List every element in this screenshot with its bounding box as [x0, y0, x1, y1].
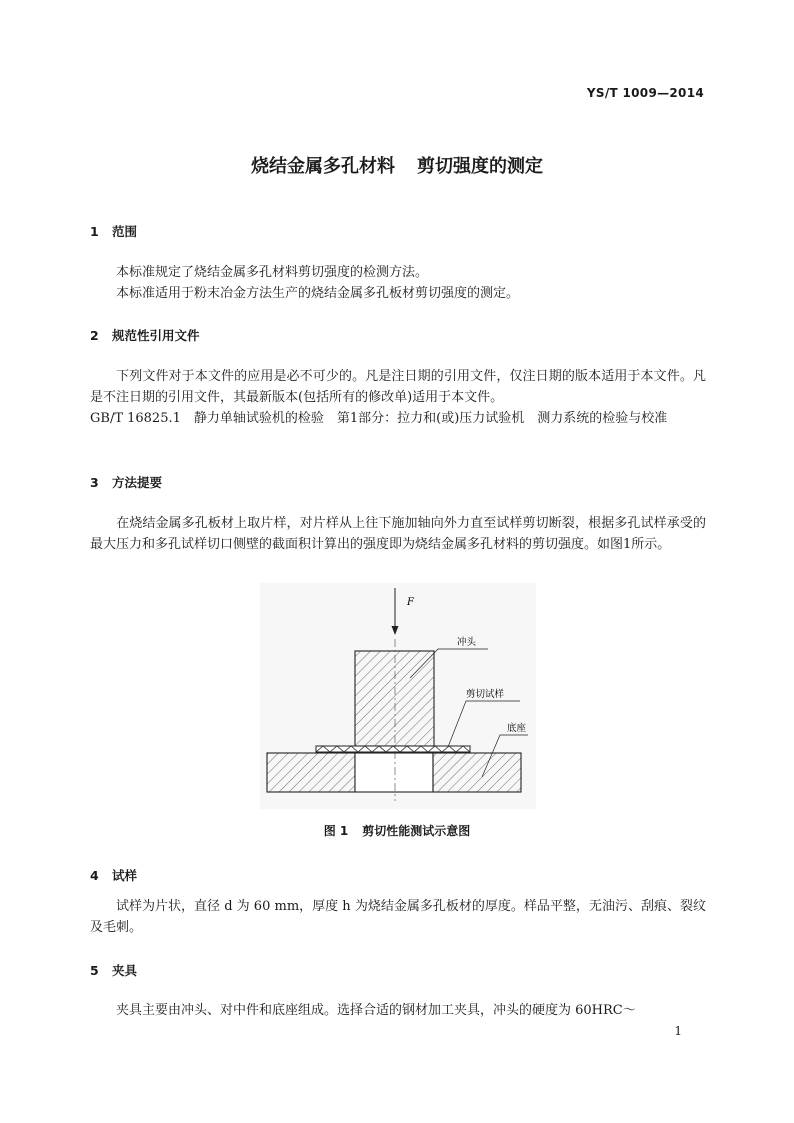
- paragraph-text: 在烧结金属多孔板材上取片样，对片样从上往下施加轴向外力直至试样剪切断裂，根据多孔试样承受的最大压力和多孔试样切口侧壁的截面积计算出的强度即为烧结金属多孔材料的剪切强度。如图1所示。: [90, 516, 706, 552]
- section-title: 范围: [112, 224, 138, 239]
- paragraph-text: 本标准规定了烧结金属多孔材料剪切强度的检测方法。: [116, 265, 429, 280]
- paragraph: [90, 262, 706, 283]
- section-title: 夹具: [112, 963, 138, 978]
- standard-code: YS/T 1009—2014: [586, 86, 704, 100]
- section-heading-3: [90, 473, 162, 491]
- paragraph-text: GB/T 16825.1 静力单轴试验机的检验 第1部分：拉力和(或)压力试验机 测力系统的检验与校准: [90, 411, 668, 426]
- section-title: 方法提要: [112, 475, 163, 490]
- section-heading-2: [90, 326, 200, 344]
- base-right: [433, 753, 521, 792]
- paragraph: [90, 896, 706, 938]
- title-part2: 剪切强度的测定: [417, 156, 543, 177]
- base-opening: [355, 753, 433, 792]
- section-title: 规范性引用文件: [112, 328, 200, 343]
- caption-number: 图 1: [323, 824, 349, 838]
- section-heading-4: [90, 866, 137, 884]
- paragraph: [90, 513, 706, 555]
- section-heading-5: [90, 961, 137, 979]
- paragraph: [90, 283, 706, 304]
- paragraph: [90, 366, 706, 408]
- section-title: 试样: [112, 868, 138, 883]
- caption-text: 剪切性能测试示意图: [362, 824, 471, 838]
- paragraph: [90, 1000, 706, 1021]
- paragraph-text: 下列文件对于本文件的应用是必不可少的。凡是注日期的引用文件，仅注日期的版本适用于本文件。凡是不注日期的引用文件，其最新版本(包括所有的修改单)适用于本文件。: [90, 369, 706, 405]
- page-title: [0, 152, 794, 178]
- paragraph-text: 试样为片状，直径 d 为 60 mm，厚度 h 为烧结金属多孔板材的厚度。样品平整，无油污、刮痕、裂纹及毛刺。: [90, 899, 706, 935]
- force-label: F: [407, 597, 414, 608]
- paragraph: [90, 408, 706, 429]
- section-heading-1: [90, 222, 137, 240]
- label-base: 底座: [507, 723, 527, 734]
- figure-caption: [0, 822, 794, 839]
- section-number: 3: [90, 475, 99, 490]
- title-part1: 烧结金属多孔材料: [251, 156, 395, 177]
- section-number: 5: [90, 963, 99, 978]
- specimen-strip: [316, 746, 470, 752]
- section-number: 2: [90, 328, 99, 343]
- figure-shear-test-diagram: [260, 583, 536, 809]
- label-punch: 冲头: [457, 637, 477, 648]
- paragraph-text: 夹具主要由冲头、对中件和底座组成。选择合适的钢材加工夹具，冲头的硬度为 60HRC～: [116, 1003, 636, 1018]
- label-specimen: 剪切试样: [466, 689, 505, 700]
- base-left: [267, 753, 355, 792]
- paragraph-text: 本标准适用于粉末冶金方法生产的烧结金属多孔板材剪切强度的测定。: [116, 286, 520, 301]
- page-number: 1: [674, 1024, 682, 1038]
- section-number: 1: [90, 224, 99, 239]
- section-number: 4: [90, 868, 99, 883]
